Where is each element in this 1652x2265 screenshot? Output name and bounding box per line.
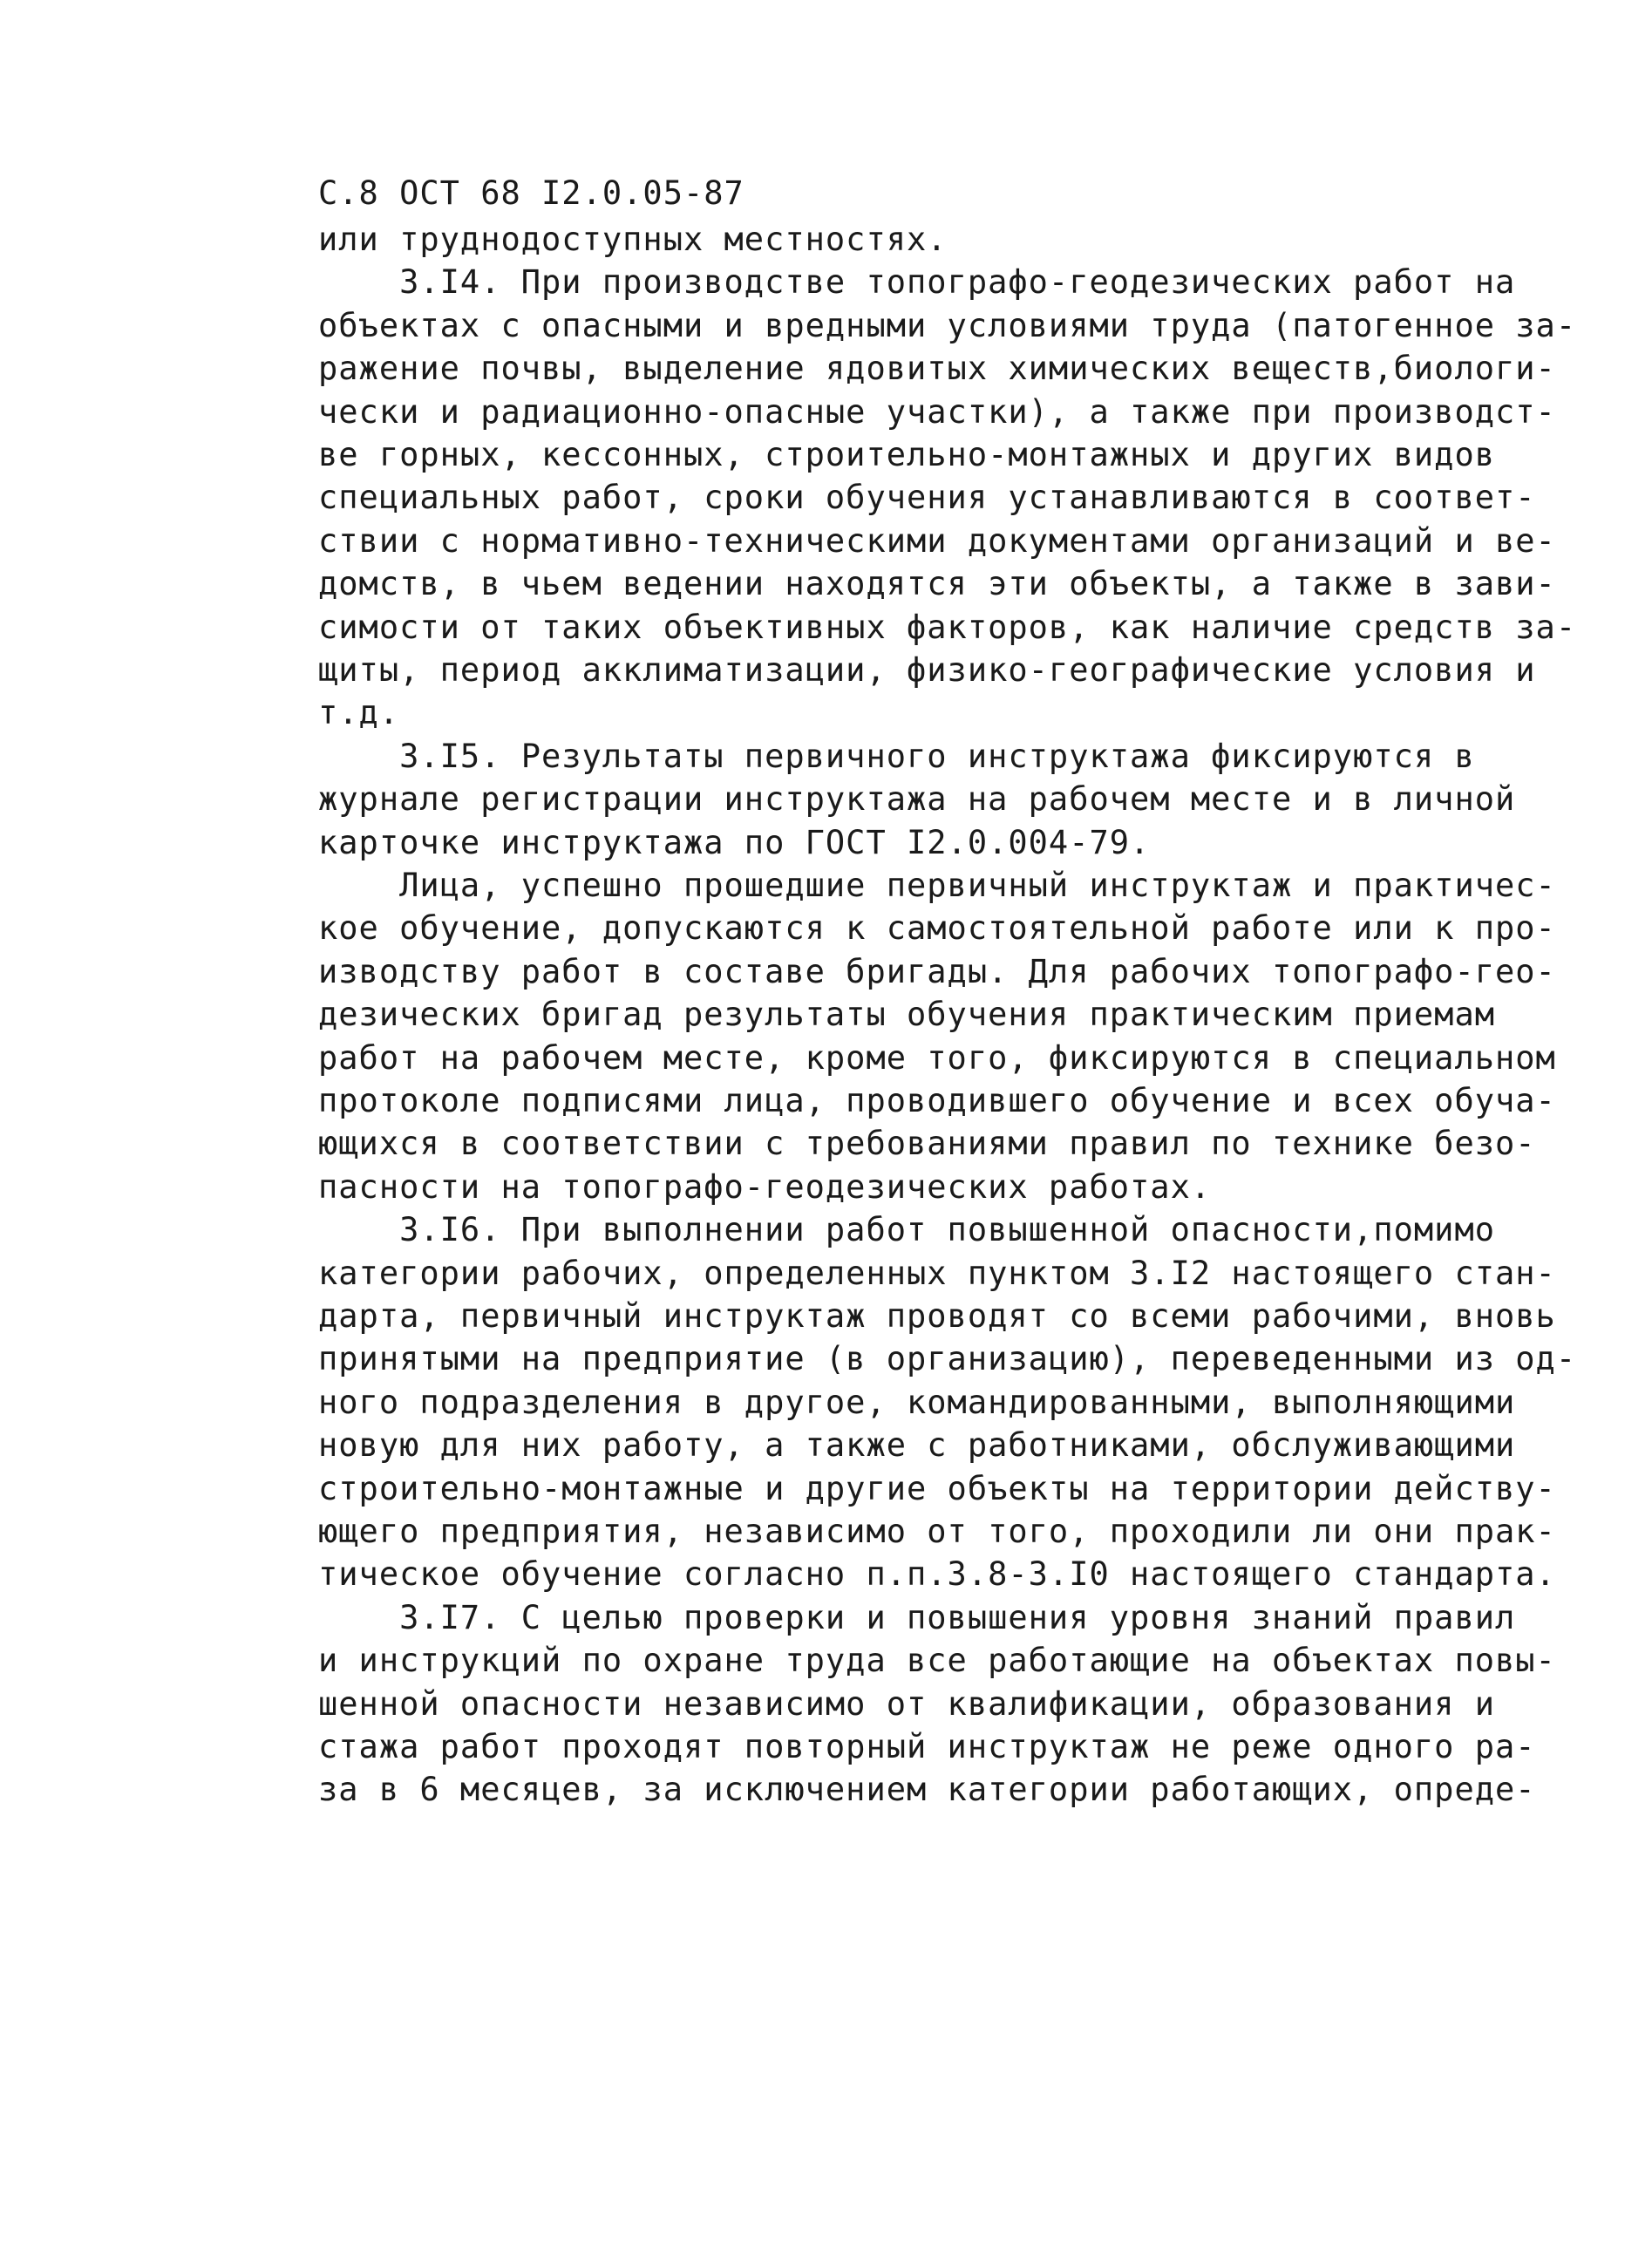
text-line: шенной опасности независимо от квалификации, образования и: [318, 1685, 1496, 1723]
text-line: пасности на топографо-геодезических работах.: [318, 1168, 1212, 1206]
text-line: кое обучение, допускаются к самостоятельной работе или к про-: [318, 909, 1556, 947]
text-line: симости от таких объективных факторов, как наличие средств за-: [318, 609, 1577, 646]
text-line: или труднодоступных местностях.: [318, 221, 948, 258]
text-line: ющихся в соответствии с требованиями правил по технике безо-: [318, 1125, 1536, 1162]
text-line: карточке инструктажа по ГОСТ I2.0.004-79.: [318, 824, 1151, 861]
text-line: 3.I7. С целью проверки и повышения уровня знаний правил: [318, 1599, 1516, 1636]
text-line: домств, в чьем ведении находятся эти объекты, а также в зави-: [318, 565, 1556, 602]
text-line: дезических бригад результаты обучения практическим приемам: [318, 996, 1496, 1033]
text-line: 3.I4. При производстве топографо-геодезических работ на: [318, 263, 1516, 301]
text-line: Лица, успешно прошедшие первичный инструктаж и практичес-: [318, 867, 1556, 904]
text-line: категории рабочих, определенных пунктом 3.I2 настоящего стан-: [318, 1255, 1556, 1292]
text-line: и инструкций по охране труда все работающие на объектах повы-: [318, 1642, 1556, 1679]
text-line: объектах с опасными и вредными условиями труда (патогенное за-: [318, 307, 1577, 344]
text-line: специальных работ, сроки обучения устанавливаются в соответ-: [318, 479, 1536, 516]
text-line: тическое обучение согласно п.п.3.8-3.I0 настоящего стандарта.: [318, 1555, 1556, 1593]
text-line: 3.I6. При выполнении работ повышенной опасности,помимо: [318, 1211, 1496, 1248]
text-line: ве горных, кессонных, строительно-монтажных и других видов: [318, 436, 1496, 473]
text-line: строительно-монтажные и другие объекты на территории действу-: [318, 1470, 1556, 1507]
text-line: новую для них работу, а также с работниками, обслуживающими: [318, 1426, 1516, 1464]
text-line: чески и радиационно-опасные участки), а также при производст-: [318, 393, 1556, 431]
text-line: работ на рабочем месте, кроме того, фиксируются в специальном: [318, 1039, 1556, 1077]
text-line: дарта, первичный инструктаж проводят со всеми рабочими, вновь: [318, 1297, 1556, 1335]
text-line: за в 6 месяцев, за исключением категории работающих, опреде-: [318, 1771, 1536, 1808]
text-line: протоколе подписями лица, проводившего обучение и всех обуча-: [318, 1082, 1556, 1119]
text-line: ного подразделения в другое, командированными, выполняющими: [318, 1384, 1516, 1421]
text-line: 3.I5. Результаты первичного инструктажа фиксируются в: [318, 738, 1475, 775]
text-line: журнале регистрации инструктажа на рабочем месте и в личной: [318, 780, 1516, 818]
text-line: изводству работ в составе бригады. Для рабочих топографо-гео-: [318, 953, 1556, 990]
text-line: ражение почвы, выделение ядовитых химических веществ,биологи-: [318, 350, 1556, 387]
text-line: т.д.: [318, 694, 400, 731]
text-line: стажа работ проходят повторный инструктаж не реже одного ра-: [318, 1728, 1536, 1765]
text-line: ствии с нормативно-техническими документами организаций и ве-: [318, 522, 1556, 560]
page-header: С.8 ОСТ 68 I2.0.05-87: [318, 174, 744, 212]
text-line: щиты, период акклиматизации, физико-географические условия и: [318, 651, 1536, 689]
text-line: принятыми на предприятие (в организацию), переведенными из од-: [318, 1340, 1577, 1377]
text-line: ющего предприятия, независимо от того, проходили ли они прак-: [318, 1513, 1556, 1550]
